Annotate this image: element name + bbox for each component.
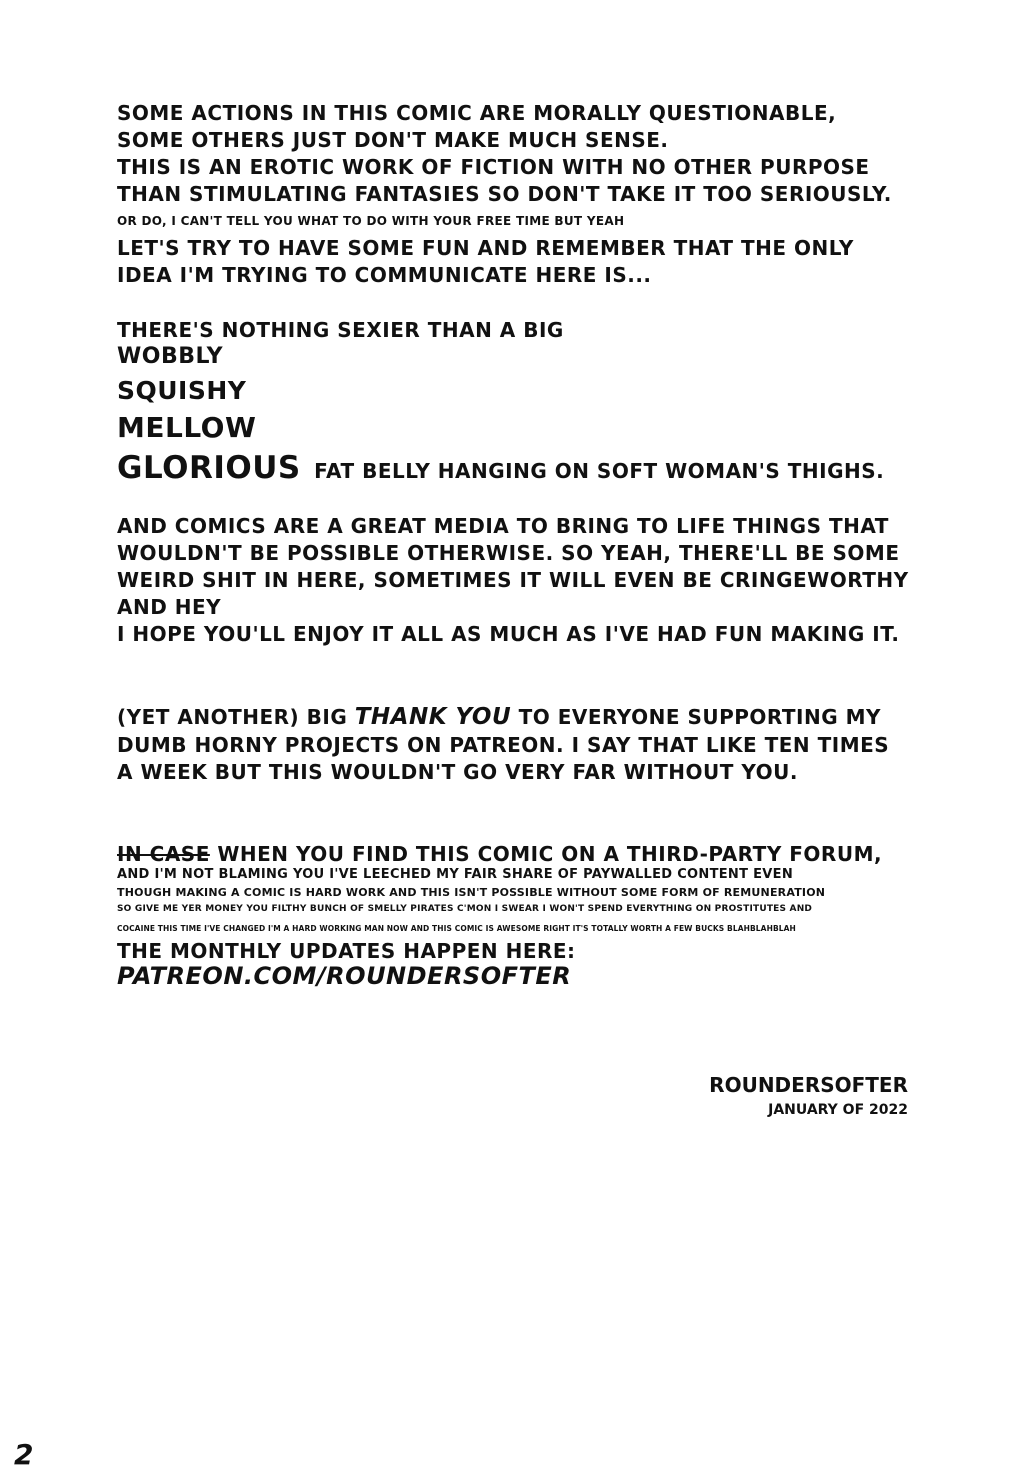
thanks-post: TO EVERYONE SUPPORTING MY bbox=[511, 705, 881, 729]
signature-date: JANUARY OF 2022 bbox=[768, 1102, 908, 1118]
patreon-link[interactable]: PATREON.COM/ROUNDERSOFTER bbox=[117, 962, 572, 990]
forum-line-4: SO GIVE ME YER MONEY YOU FILTHY BUNCH OF SMELLY PIRATES C'MON I SWEAR I WON'T SPEND EVERYTHING ON PROSTITUTES AND bbox=[117, 904, 813, 914]
glorious-line bbox=[117, 450, 884, 486]
thanks-line-3: A WEEK BUT THIS WOULDN'T GO VERY FAR WITHOUT YOU. bbox=[117, 760, 799, 784]
thank-you-emphasis: THANK YOU bbox=[354, 704, 512, 730]
comics-line-3: WEIRD SHIT IN HERE, SOMETIMES IT WILL EVEN BE CRINGEWORTHY bbox=[117, 568, 909, 592]
comics-line-5: I HOPE YOU'LL ENJOY IT ALL AS MUCH AS I'VE HAD FUN MAKING IT. bbox=[117, 622, 900, 646]
thanks-line-1 bbox=[117, 704, 881, 730]
intro-small-aside: OR DO, I CAN'T TELL YOU WHAT TO DO WITH YOUR FREE TIME BUT YEAH bbox=[117, 214, 625, 228]
word-glorious: GLORIOUS bbox=[117, 450, 301, 486]
updates-line: THE MONTHLY UPDATES HAPPEN HERE: bbox=[117, 939, 576, 963]
intro-line-4: THAN STIMULATING FANTASIES SO DON'T TAKE IT TOO SERIOUSLY. bbox=[117, 182, 892, 206]
thanks-pre: (YET ANOTHER) BIG bbox=[117, 705, 355, 729]
word-squishy: SQUISHY bbox=[117, 376, 247, 405]
intro-line-1: SOME ACTIONS IN THIS COMIC ARE MORALLY QUESTIONABLE, bbox=[117, 101, 837, 125]
intro-line-5: LET'S TRY TO HAVE SOME FUN AND REMEMBER THAT THE ONLY bbox=[117, 236, 854, 260]
word-wobbly: WOBBLY bbox=[117, 344, 224, 369]
forum-line-5: COCAINE THIS TIME I'VE CHANGED I'M A HARD WORKING MAN NOW AND THIS COMIC IS AWESOME RIGHT IT'S TOTALLY WORTH A FEW BUCKS BLAHBLAHBLAH bbox=[117, 924, 796, 933]
forum-line-3: THOUGH MAKING A COMIC IS HARD WORK AND THIS ISN'T POSSIBLE WITHOUT SOME FORM OF REMUNERATION bbox=[117, 886, 826, 899]
forum-rest: WHEN YOU FIND THIS COMIC ON A THIRD-PARTY FORUM, bbox=[209, 842, 883, 866]
struck-in-case: IN CASE bbox=[117, 842, 210, 866]
forum-line-1 bbox=[117, 842, 882, 866]
belly-tail: FAT BELLY HANGING ON SOFT WOMAN'S THIGHS. bbox=[314, 459, 885, 483]
thanks-line-2: DUMB HORNY PROJECTS ON PATREON. I SAY THAT LIKE TEN TIMES bbox=[117, 733, 890, 757]
intro-line-3: THIS IS AN EROTIC WORK OF FICTION WITH NO OTHER PURPOSE bbox=[117, 155, 870, 179]
comics-line-2: WOULDN'T BE POSSIBLE OTHERWISE. SO YEAH, THERE'LL BE SOME bbox=[117, 541, 900, 565]
comics-line-1: AND COMICS ARE A GREAT MEDIA TO BRING TO LIFE THINGS THAT bbox=[117, 514, 889, 538]
comics-line-4: AND HEY bbox=[117, 595, 222, 619]
signature-name: ROUNDERSOFTER bbox=[709, 1073, 908, 1097]
sexy-lead: THERE'S NOTHING SEXIER THAN A BIG bbox=[117, 318, 564, 342]
intro-line-2: SOME OTHERS JUST DON'T MAKE MUCH SENSE. bbox=[117, 128, 669, 152]
forum-line-2: AND I'M NOT BLAMING YOU I'VE LEECHED MY FAIR SHARE OF PAYWALLED CONTENT EVEN bbox=[117, 867, 794, 882]
word-mellow: MELLOW bbox=[117, 411, 257, 444]
page-number: 2 bbox=[14, 1438, 34, 1471]
intro-line-6: IDEA I'M TRYING TO COMMUNICATE HERE IS... bbox=[117, 263, 652, 287]
